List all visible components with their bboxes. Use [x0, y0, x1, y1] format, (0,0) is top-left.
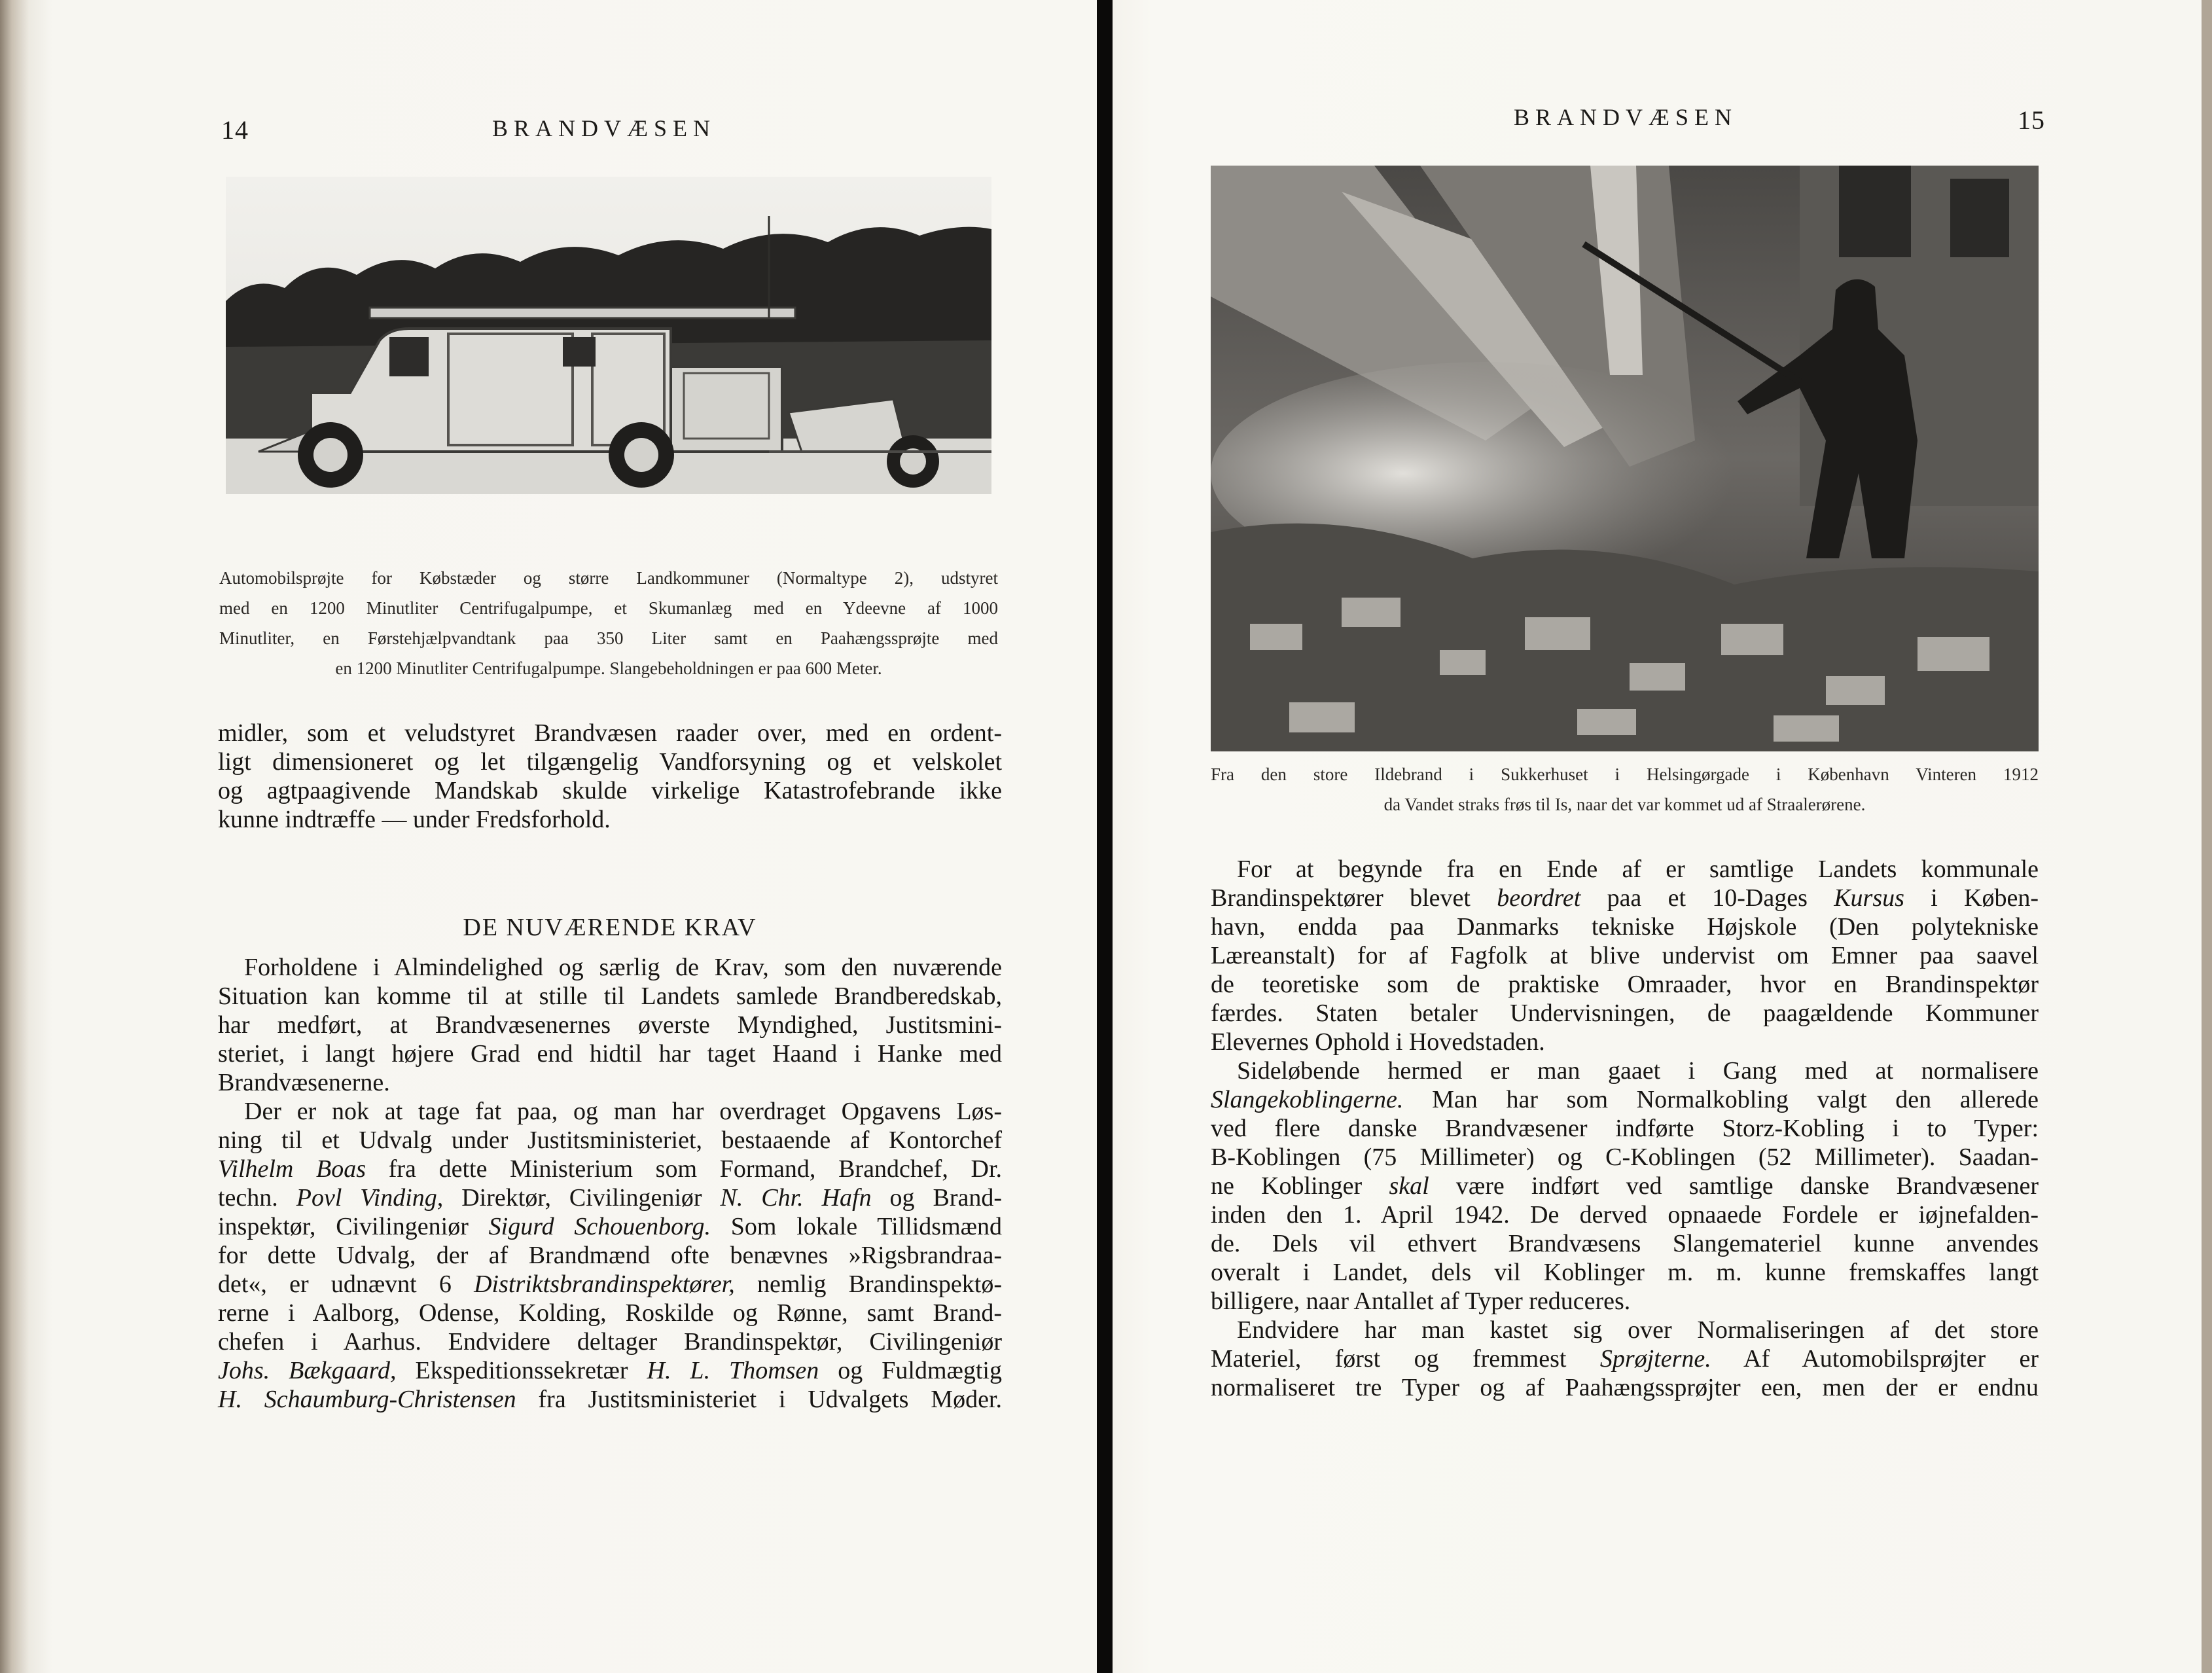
text-line: Brandvæsenerne. [218, 1069, 390, 1096]
text-line [218, 1155, 1002, 1183]
text-line: steriet, i langt højere Grad end hidtil har taget Haand i Hanke med [218, 1040, 1002, 1068]
person-name: H. L. Thomsen [647, 1357, 819, 1384]
text-span: ne Koblinger [1211, 1172, 1389, 1200]
paragraph [1211, 1056, 2039, 1316]
text-line: inden den 1. April 1942. De derved opnaaede Fordele er iøjnefalden- [1211, 1201, 2039, 1229]
text-span: det«, er udnævnt 6 [218, 1270, 474, 1298]
title-term: Distriktsbrandinspektører, [474, 1270, 735, 1298]
fire-ruins-photo [1211, 166, 2039, 751]
paragraph [218, 953, 1002, 1097]
caption-line: Automobilsprøjte for Købstæder og større Landkommuner (Normaltype 2), udstyret [219, 568, 998, 588]
section-heading: DE NUVÆRENDE KRAV [463, 914, 757, 941]
text-span: Af Automobilsprøjter er [1711, 1345, 2039, 1373]
person-name: N. Chr. Hafn [720, 1184, 872, 1212]
text-line: For at begynde fra en Ende af er samtlige Landets kommunale [1237, 855, 2039, 883]
text-span: være indført ved samtlige danske Brandvæsener [1429, 1172, 2039, 1200]
photo-caption [219, 563, 998, 683]
text-line: Sideløbende hermed er man gaaet i Gang med at normalisere [1237, 1057, 2039, 1085]
text-span: Man har som Normalkobling valgt den allerede [1403, 1086, 2039, 1113]
running-head: BRANDVÆSEN [1514, 104, 1738, 130]
text-line [1211, 1172, 2039, 1200]
photo-caption [1211, 759, 2039, 819]
text-line [218, 1183, 1002, 1212]
text-span: fra dette Ministerium som Formand, Brandchef, Dr. [366, 1155, 1003, 1183]
text-line: Situation kan komme til at stille til Landets samlede Brandberedskab, [218, 982, 1002, 1010]
text-span: og Brand- [871, 1184, 1002, 1212]
page-number: 15 [2018, 105, 2045, 135]
paragraph [1211, 1316, 2039, 1402]
text-line: Endvidere har man kastet sig over Normaliseringen af det store [1237, 1316, 2039, 1344]
left-page [0, 0, 1097, 1673]
person-name: Povl Vinding, [296, 1184, 444, 1212]
caption-line: en 1200 Minutliter Centrifugalpumpe. Slangebeholdningen er paa 600 Meter. [335, 658, 882, 678]
text-span: Brandinspektører blevet [1211, 884, 1497, 912]
text-line: billigere, naar Antallet af Typer reduceres. [1211, 1287, 1631, 1315]
text-span: i Køben- [1904, 884, 2039, 912]
emphasis: beordret [1497, 884, 1581, 912]
text-span: Som lokale Tillidsmænd [710, 1213, 1003, 1240]
text-line: færdes. Staten betaler Undervisningen, de paagældende Kommuner [1211, 999, 2039, 1027]
text-line: Forholdene i Almindelighed og særlig de Krav, som den nuværende [244, 954, 1002, 981]
text-line [218, 1356, 1002, 1385]
text-line: B-Koblingen (75 Millimeter) og C-Koblingen (52 Millimeter). Saadan- [1211, 1143, 2039, 1171]
text-line [218, 1385, 1002, 1414]
person-name: Sigurd Schouenborg. [488, 1213, 711, 1240]
text-line: de teoretiske som de praktiske Omraader, hvor en Brandinspektør [1211, 971, 2039, 998]
text-line: rerne i Aalborg, Odense, Kolding, Roskilde og Rønne, samt Brand- [218, 1299, 1002, 1327]
text-line: chefen i Aarhus. Endvidere deltager Brandinspektør, Civilingeniør [218, 1328, 1002, 1356]
page-number: 14 [221, 115, 249, 145]
emphasis: Sprøjterne. [1599, 1345, 1711, 1373]
person-name: Vilhelm Boas [218, 1155, 366, 1183]
text-line: overalt i Landet, dels vil Koblinger m. m. kunne fremskaffes langt [1211, 1259, 2039, 1286]
text-line [218, 1212, 1002, 1241]
text-span: og Fuldmægtig [819, 1357, 1002, 1384]
caption-line: da Vandet straks frøs til Is, naar det var kommet ud af Straalerørene. [1383, 795, 1866, 814]
text-line: ligt dimensioneret og let tilgængelig Vandforsyning og et velskolet [218, 748, 1002, 776]
text-line: midler, som et veludstyret Brandvæsen raader over, med en ordent- [218, 719, 1002, 747]
text-line: Læreanstalt) for af Fagfolk at blive undervist om Emner paa saavel [1211, 942, 2039, 969]
text-span: Direktør, Civilingeniør [443, 1184, 721, 1212]
paragraph-continuation [218, 719, 1002, 834]
caption-line: Fra den store Ildebrand i Sukkerhuset i Helsingørgade i København Vinteren 1912 [1211, 765, 2039, 784]
text-line: har medført, at Brandvæsenernes øverste Myndighed, Justitsmini- [218, 1011, 1002, 1039]
text-span: Materiel, først og fremmest [1211, 1345, 1600, 1373]
text-line: kunne indtræffe — under Fredsforhold. [218, 806, 611, 833]
text-line: ved flere danske Brandvæsener indførte Storz-Kobling i to Typer: [1211, 1115, 2039, 1142]
emphasis: Slangekoblingerne. [1211, 1086, 1404, 1113]
text-span: fra Justitsministeriet i Udvalgets Møder. [516, 1386, 1002, 1413]
text-span: techn. [218, 1184, 296, 1212]
text-line: Der er nok at tage fat paa, og man har overdraget Opgavens Løs- [244, 1098, 1002, 1125]
emphasis: Kursus [1834, 884, 1904, 912]
text-span: paa et 10-Dages [1580, 884, 1834, 912]
person-name: H. Schaumburg-Christensen [218, 1386, 516, 1413]
right-page [1113, 0, 2212, 1673]
text-line: havn, endda paa Danmarks tekniske Højskole (Den polytekniske [1211, 913, 2039, 941]
person-name: Johs. Bækgaard, [218, 1357, 397, 1384]
text-line: ning til et Udvalg under Justitsministeriet, bestaaende af Kontorchef [218, 1126, 1002, 1154]
text-span: inspektør, Civilingeniør [218, 1213, 489, 1240]
text-line: for dette Udvalg, der af Brandmænd ofte benævnes »Rigsbrandraa- [218, 1242, 1002, 1269]
running-head: BRANDVÆSEN [492, 115, 717, 141]
text-line [218, 1270, 1002, 1299]
text-line: Elevernes Ophold i Hovedstaden. [1211, 1028, 1545, 1056]
text-line: og agtpaagivende Mandskab skulde virkelige Katastrofebrande ikke [218, 777, 1002, 804]
paragraph [218, 1097, 1002, 1414]
caption-line: med en 1200 Minutliter Centrifugalpumpe, et Skumanlæg med en Ydeevne af 1000 [219, 598, 998, 618]
text-line: normaliseret tre Typer og af Paahængssprøjter een, men der er endnu [1211, 1374, 2039, 1401]
caption-line: Minutliter, en Førstehjælpvandtank paa 350 Liter samt en Paahængssprøjte med [219, 628, 998, 648]
text-line: de. Dels vil ethvert Brandvæsens Slangemateriel kunne anvendes [1211, 1230, 2039, 1257]
text-line [1211, 1344, 2039, 1373]
text-line [1211, 884, 2039, 912]
text-span: Ekspeditionssekretær [396, 1357, 647, 1384]
text-span: nemlig Brandinspektø- [734, 1270, 1002, 1298]
text-line [1211, 1085, 2039, 1114]
fire-engine-photo [226, 177, 991, 494]
emphasis: skal [1389, 1172, 1429, 1200]
paragraph [1211, 855, 2039, 1056]
